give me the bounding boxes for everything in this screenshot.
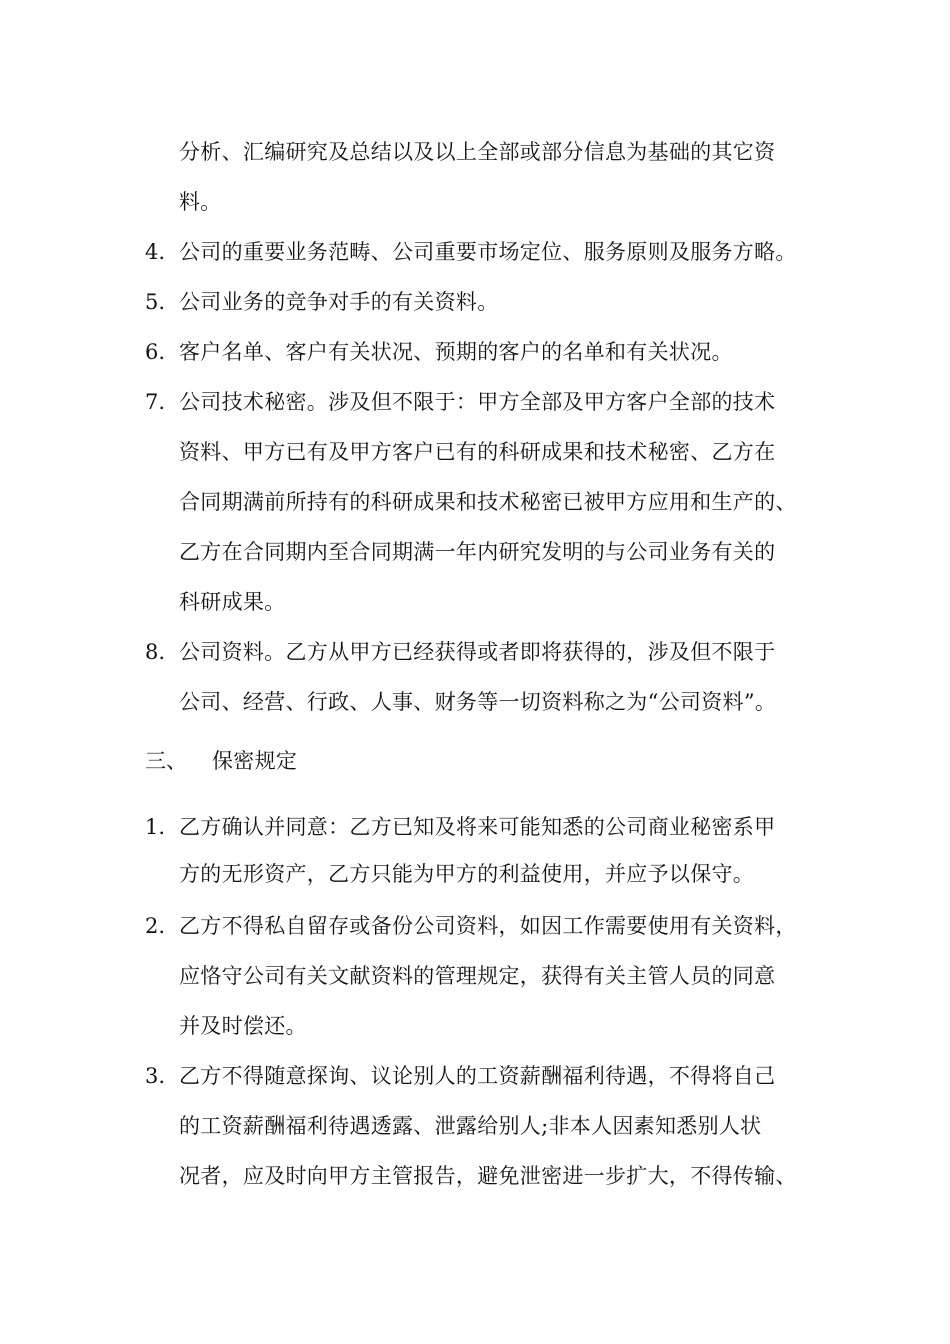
- text-line: 乙方不得随意探询、议论别人的工资薪酬福利待遇，不得将自己: [179, 1064, 776, 1088]
- text-line: 分析、汇编研究及总结以及以上全部或部分信息为基础的其它资: [179, 140, 776, 164]
- text-line: 公司、经营、行政、人事、财务等一切资料称之为“公司资料”。: [179, 690, 777, 714]
- text-line: 应恪守公司有关文献资料的管理规定，获得有关主管人员的同意: [179, 964, 776, 988]
- list-number: 2.: [145, 914, 166, 938]
- text-line: 乙方确认并同意：乙方已知及将来可能知悉的公司商业秘密系甲: [179, 815, 776, 839]
- list-number: 7.: [145, 390, 166, 414]
- text-line: 合同期满前所持有的科研成果和技术秘密已被甲方应用和生产的、: [179, 490, 797, 514]
- list-number: 3.: [145, 1064, 166, 1088]
- text-line: 公司的重要业务范畴、公司重要市场定位、服务原则及服务方略。: [179, 240, 797, 264]
- text-line: 科研成果。: [179, 590, 286, 614]
- text-line: 并及时偿还。: [179, 1014, 307, 1038]
- list-number: 5.: [145, 290, 166, 314]
- section-number: 三、: [145, 749, 187, 773]
- section-title: 保密规定: [212, 749, 298, 773]
- text-line: 公司业务的竞争对手的有关资料。: [179, 290, 499, 314]
- list-number: 8.: [145, 640, 166, 664]
- text-line: 公司技术秘密。涉及但不限于：甲方全部及甲方客户全部的技术: [179, 390, 776, 414]
- list-number: 1.: [145, 815, 166, 839]
- text-line: 资料、甲方已有及甲方客户已有的科研成果和技术秘密、乙方在: [179, 440, 776, 464]
- text-line: 乙方不得私自留存或备份公司资料，如因工作需要使用有关资料，: [179, 914, 797, 938]
- text-line: 况者，应及时向甲方主管报告，避免泄密进一步扩大，不得传输、: [179, 1164, 797, 1188]
- text-line: 的工资薪酬福利待遇透露、泄露给别人;非本人因素知悉别人状: [179, 1114, 762, 1138]
- text-line: 方的无形资产，乙方只能为甲方的利益使用，并应予以保守。: [179, 862, 755, 886]
- text-line: 料。: [179, 190, 222, 214]
- list-number: 6.: [145, 340, 166, 364]
- text-line: 公司资料。乙方从甲方已经获得或者即将获得的，涉及但不限于: [179, 640, 776, 664]
- text-line: 乙方在合同期内至合同期满一年内研究发明的与公司业务有关的: [179, 540, 776, 564]
- text-line: 客户名单、客户有关状况、预期的客户的名单和有关状况。: [179, 340, 733, 364]
- list-number: 4.: [145, 240, 166, 264]
